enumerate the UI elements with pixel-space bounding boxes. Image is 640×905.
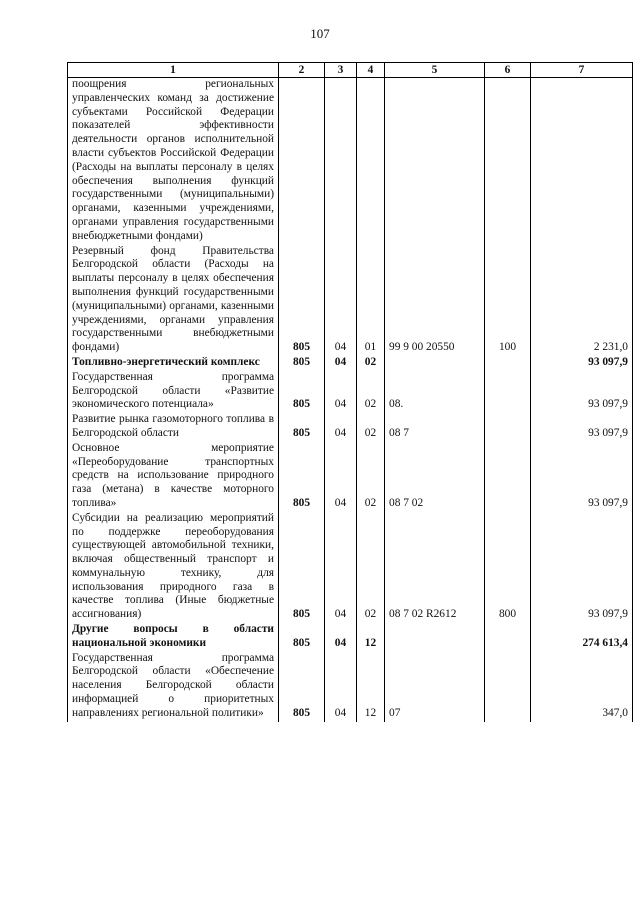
- row-csr: 07: [385, 652, 485, 722]
- table-row: [68, 371, 633, 413]
- row-name: Резервный фонд Правительства Белгородской области (Расходы на выплаты персоналу в целях обеспечения выполнения функций государственными (муниципальными) органами, казенными учреждениями, органами управления государственными внебюджетными фондами): [68, 245, 279, 356]
- row-pr: 12: [357, 623, 385, 652]
- row-csr: [385, 356, 485, 371]
- row-gr: 805: [279, 623, 325, 652]
- row-sum: [531, 78, 633, 245]
- row-rz: 04: [325, 623, 357, 652]
- row-gr: 805: [279, 413, 325, 442]
- row-sum: 93 097,9: [531, 371, 633, 413]
- row-vr: [485, 413, 531, 442]
- header-col-1: 1: [68, 63, 279, 78]
- row-rz: 04: [325, 512, 357, 623]
- row-pr: 12: [357, 652, 385, 722]
- row-vr: [485, 652, 531, 722]
- row-rz: [325, 78, 357, 245]
- row-gr: 805: [279, 356, 325, 371]
- row-vr: [485, 442, 531, 512]
- table-row: [68, 442, 633, 512]
- row-pr: 02: [357, 442, 385, 512]
- row-rz: 04: [325, 245, 357, 356]
- row-csr: 99 9 00 20550: [385, 245, 485, 356]
- row-gr: 805: [279, 652, 325, 722]
- row-name: поощрения региональных управленческих команд за достижение субъектами Российской Федерации показателей эффективности деятельности органов исполнительной власти субъектов Российской Федерации (Расходы на выплаты персоналу в целях обеспечения выполнения функций государственными (муниципальными) органами, казенными учреждениями, органами управления государственными внебюджетными фондами): [68, 78, 279, 245]
- budget-table: [67, 62, 633, 722]
- row-csr: [385, 78, 485, 245]
- row-sum: 93 097,9: [531, 413, 633, 442]
- row-csr: 08 7: [385, 413, 485, 442]
- row-rz: 04: [325, 442, 357, 512]
- table-row: [68, 623, 633, 652]
- row-gr: [279, 78, 325, 245]
- row-csr: [385, 623, 485, 652]
- page-number: 107: [310, 26, 330, 41]
- row-pr: 02: [357, 371, 385, 413]
- row-gr: 805: [279, 512, 325, 623]
- row-sum: 274 613,4: [531, 623, 633, 652]
- row-vr: 100: [485, 245, 531, 356]
- row-gr: 805: [279, 371, 325, 413]
- row-rz: 04: [325, 371, 357, 413]
- header-row: [68, 63, 633, 78]
- row-name: Субсидии на реализацию мероприятий по поддержке переоборудования существующей автомобильной техники, включая общественный транспорт и коммунальную технику, для использования природного газа в качестве топлива (Иные бюджетные ассигнования): [68, 512, 279, 623]
- table-row: [68, 512, 633, 623]
- row-pr: 02: [357, 413, 385, 442]
- row-name: Развитие рынка газомоторного топлива в Белгородской области: [68, 413, 279, 442]
- row-sum: 2 231,0: [531, 245, 633, 356]
- row-sum: 93 097,9: [531, 356, 633, 371]
- row-name: Государственная программа Белгородской области «Обеспечение населения Белгородской области информацией о приоритетных направлениях региональной политики»: [68, 652, 279, 722]
- row-name: Другие вопросы в области национальной экономики: [68, 623, 279, 652]
- table-row: [68, 413, 633, 442]
- row-vr: [485, 623, 531, 652]
- header-col-3: 3: [325, 63, 357, 78]
- row-rz: 04: [325, 413, 357, 442]
- row-pr: 02: [357, 512, 385, 623]
- row-gr: 805: [279, 245, 325, 356]
- row-vr: [485, 356, 531, 371]
- row-sum: 93 097,9: [531, 442, 633, 512]
- row-csr: 08 7 02: [385, 442, 485, 512]
- row-name: Государственная программа Белгородской области «Развитие экономического потенциала»: [68, 371, 279, 413]
- row-sum: 347,0: [531, 652, 633, 722]
- row-sum: 93 097,9: [531, 512, 633, 623]
- header-col-6: 6: [485, 63, 531, 78]
- row-csr: 08 7 02 R2612: [385, 512, 485, 623]
- header-col-5: 5: [385, 63, 485, 78]
- table-row: [68, 652, 633, 722]
- header-col-4: 4: [357, 63, 385, 78]
- row-csr: 08.: [385, 371, 485, 413]
- row-rz: 04: [325, 652, 357, 722]
- row-name: Топливно-энергетический комплекс: [68, 356, 279, 371]
- table-row: [68, 356, 633, 371]
- header-col-2: 2: [279, 63, 325, 78]
- row-vr: 800: [485, 512, 531, 623]
- table-row: [68, 78, 633, 245]
- row-pr: 02: [357, 356, 385, 371]
- row-vr: [485, 78, 531, 245]
- header-col-7: 7: [531, 63, 633, 78]
- row-rz: 04: [325, 356, 357, 371]
- row-vr: [485, 371, 531, 413]
- table-row: [68, 245, 633, 356]
- row-gr: 805: [279, 442, 325, 512]
- row-pr: 01: [357, 245, 385, 356]
- row-name: Основное мероприятие «Переоборудование транспортных средств на использование природного газа (метана) в качестве моторного топлива»: [68, 442, 279, 512]
- row-pr: [357, 78, 385, 245]
